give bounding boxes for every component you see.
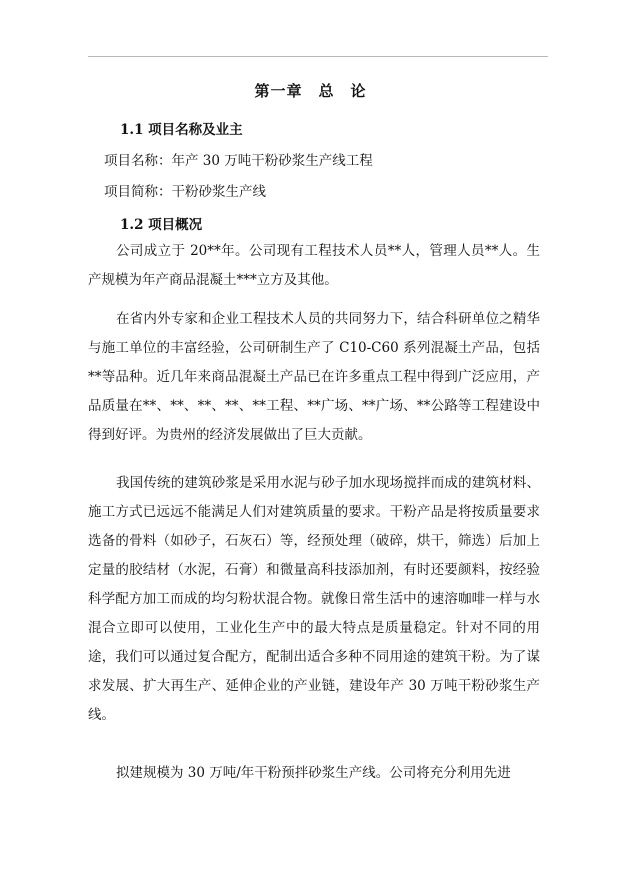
project-name-line: 项目名称：年产 30 万吨干粉砂浆生产线工程	[104, 153, 373, 169]
section-heading-1-1: 1.1 项目名称及业主	[120, 122, 243, 138]
paragraph: 在省内外专家和企业工程技术人员的共同努力下，结合科研单位之精华与施工单位的丰富经验，公司研制生产了 C10-C60 系列混凝土产品，包括**等品种。近几年来商品混凝土产品已在许多重点工程中得到广泛应用，产品质量在**、**、**、**、**工程、**广场、**广场、**公路等工程建设中得到好评。为贵州的经济发展做出了巨大贡献。	[88, 311, 540, 443]
paragraph: 我国传统的建筑砂浆是采用水泥与砂子加水现场搅拌而成的建筑材料、施工方式已远远不能满足人们对建筑质量的要求。干粉产品是将按质量要求选备的骨料（如砂子，石灰石）等，经预处理（破碎，烘干，筛选）后加上定量的胶结材（水泥，石膏）和微量高科技添加剂，有时还要颜料，按经验科学配方加工而成的均匀粉状混合物。就像日常生活中的速溶咖啡一样与水混合立即可以使用，工业化生产中的最大特点是质量稳定。针对不同的用途，我们可以通过复合配方，配制出适合多种不同用途的建筑干粉。为了谋求发展、扩大再生产、延伸企业的产业链，建设年产 30 万吨干粉砂浆生产线。	[88, 475, 540, 723]
chapter-title: 第一章 总 论	[254, 82, 367, 100]
paragraph: 公司成立于 20**年。公司现有工程技术人员**人，管理人员**人。生产规模为年产商品混凝土***立方及其他。	[88, 243, 540, 288]
section-heading-1-2: 1.2 项目概况	[120, 217, 203, 233]
project-short-name-line: 项目简称：干粉砂浆生产线	[104, 184, 266, 200]
paragraph: 拟建规模为 30 万吨/年干粉预拌砂浆生产线。公司将充分利用先进	[116, 765, 511, 781]
